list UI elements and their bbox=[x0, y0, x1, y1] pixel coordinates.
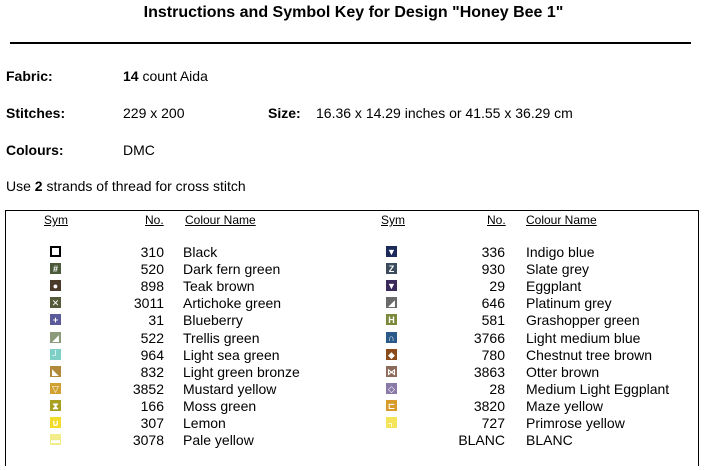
symbol-swatch-icon: ▼ bbox=[387, 247, 396, 257]
symbol-swatch-icon: ┐ bbox=[386, 417, 397, 428]
dmc-number: 31 bbox=[148, 312, 164, 329]
stitches-label: Stitches: bbox=[6, 105, 66, 121]
symbol-swatch-icon: ┘ bbox=[50, 349, 61, 360]
color-row bbox=[0, 244, 707, 261]
title-divider bbox=[10, 42, 691, 44]
colour-name: Slate grey bbox=[526, 261, 590, 278]
color-row bbox=[0, 381, 707, 398]
dmc-number: 3078 bbox=[132, 432, 164, 449]
colour-name: BLANC bbox=[526, 432, 573, 449]
fabric-value bbox=[123, 68, 208, 84]
colour-name: Light sea green bbox=[183, 346, 280, 363]
dmc-number: 28 bbox=[489, 380, 505, 397]
colour-name: Chestnut tree brown bbox=[526, 346, 653, 363]
symbol-swatch-icon: H bbox=[386, 314, 397, 325]
colour-name: Light medium blue bbox=[526, 329, 641, 346]
color-row bbox=[0, 398, 707, 415]
dmc-number: 898 bbox=[140, 278, 164, 295]
colour-name: Platinum grey bbox=[526, 295, 612, 312]
dmc-number: 166 bbox=[140, 397, 164, 414]
colour-name: Maze yellow bbox=[526, 397, 604, 414]
color-row bbox=[0, 278, 707, 295]
symbol-swatch-icon: ◇ bbox=[386, 383, 397, 394]
colour-name: Lemon bbox=[183, 415, 226, 431]
dmc-number: 520 bbox=[140, 261, 164, 278]
dmc-number: 832 bbox=[140, 363, 164, 380]
symbol-swatch-icon: ∪ bbox=[51, 418, 60, 428]
color-row bbox=[0, 347, 707, 364]
color-row bbox=[0, 330, 707, 347]
colour-name: Moss green bbox=[183, 397, 257, 414]
colour-name: Otter brown bbox=[526, 363, 600, 380]
colour-name: Mustard yellow bbox=[183, 380, 277, 397]
right-header-no: No. bbox=[487, 213, 506, 227]
color-row bbox=[0, 432, 707, 449]
colour-name: Light green bronze bbox=[183, 363, 300, 380]
colour-name: Primrose yellow bbox=[526, 415, 625, 431]
colour-name: Blueberry bbox=[183, 312, 243, 329]
symbol-swatch-icon: ⊏ bbox=[387, 400, 396, 411]
dmc-number: 780 bbox=[481, 346, 505, 363]
symbol-swatch-icon: ◆ bbox=[386, 349, 397, 360]
symbol-swatch-icon: ⋈ bbox=[387, 366, 396, 377]
colour-name: Indigo blue bbox=[526, 244, 595, 260]
right-header-sym: Sym bbox=[381, 213, 405, 227]
dmc-number: 3852 bbox=[132, 380, 164, 397]
dmc-number: 307 bbox=[140, 415, 164, 431]
dmc-number: 646 bbox=[481, 295, 505, 312]
dmc-number: BLANC bbox=[458, 432, 505, 449]
colours-value: DMC bbox=[123, 142, 155, 158]
symbol-swatch-icon: ▼ bbox=[387, 281, 396, 292]
dmc-number: 336 bbox=[481, 244, 505, 260]
symbol-swatch-icon: ◢ bbox=[50, 332, 61, 343]
fabric-label: Fabric: bbox=[6, 68, 53, 84]
color-row bbox=[0, 364, 707, 381]
colour-name: Teak brown bbox=[183, 278, 255, 295]
dmc-number: 310 bbox=[140, 244, 164, 260]
fabric-count: 14 bbox=[123, 68, 139, 84]
symbol-swatch-icon: # bbox=[50, 263, 61, 274]
right-header-name: Colour Name bbox=[526, 213, 597, 227]
symbol-swatch-icon: ⧗ bbox=[50, 400, 61, 411]
color-row bbox=[0, 312, 707, 329]
symbol-swatch-icon bbox=[386, 434, 397, 445]
color-row bbox=[0, 261, 707, 278]
colour-name: Dark fern green bbox=[183, 261, 281, 278]
dmc-number: 3011 bbox=[133, 295, 164, 312]
color-row bbox=[0, 415, 707, 432]
strands-instruction bbox=[6, 178, 246, 194]
left-header-sym: Sym bbox=[44, 213, 68, 227]
symbol-swatch-icon: ∩ bbox=[386, 332, 397, 343]
dmc-number: 29 bbox=[489, 278, 505, 295]
strands-post: strands of thread for cross stitch bbox=[42, 178, 246, 194]
dmc-number: 581 bbox=[481, 312, 505, 329]
size-label: Size: bbox=[268, 105, 301, 121]
left-header-no: No. bbox=[145, 213, 164, 227]
dmc-number: 3766 bbox=[473, 329, 505, 346]
color-row bbox=[0, 295, 707, 312]
dmc-number: 3820 bbox=[473, 397, 505, 414]
colour-name: Black bbox=[183, 244, 218, 260]
symbol-swatch-icon: ▬ bbox=[51, 435, 60, 446]
symbol-swatch-icon: ✕ bbox=[51, 298, 60, 309]
dmc-number: 522 bbox=[140, 329, 164, 346]
colour-name: Artichoke green bbox=[183, 295, 282, 312]
colour-name: Eggplant bbox=[526, 278, 582, 295]
colour-name: Trellis green bbox=[183, 329, 260, 346]
symbol-swatch-icon: ◣ bbox=[50, 366, 61, 377]
left-header-name: Colour Name bbox=[185, 213, 256, 227]
colour-name: Pale yellow bbox=[183, 432, 254, 449]
dmc-number: 3863 bbox=[473, 363, 505, 380]
colours-label: Colours: bbox=[6, 142, 64, 158]
stitches-value: 229 x 200 bbox=[123, 105, 185, 121]
colour-name: Medium Light Eggplant bbox=[526, 380, 670, 397]
dmc-number: 964 bbox=[140, 346, 164, 363]
fabric-type: count Aida bbox=[138, 68, 208, 84]
strands-pre: Use bbox=[6, 178, 35, 194]
page-title: Instructions and Symbol Key for Design "Honey Bee 1" bbox=[143, 4, 564, 21]
symbol-swatch-icon: ◢ bbox=[386, 297, 397, 308]
dmc-number: 727 bbox=[481, 415, 505, 431]
symbol-swatch-icon: Z bbox=[386, 263, 397, 274]
strands-count: 2 bbox=[34, 178, 43, 194]
symbol-swatch-icon: + bbox=[50, 314, 61, 325]
colour-name: Grashopper green bbox=[526, 312, 640, 329]
symbol-swatch-icon: ● bbox=[50, 280, 61, 291]
symbol-swatch-icon: ▽ bbox=[50, 383, 61, 394]
dmc-number: 930 bbox=[481, 261, 505, 278]
size-value: 16.36 x 14.29 inches or 41.55 x 36.29 cm bbox=[316, 105, 573, 121]
